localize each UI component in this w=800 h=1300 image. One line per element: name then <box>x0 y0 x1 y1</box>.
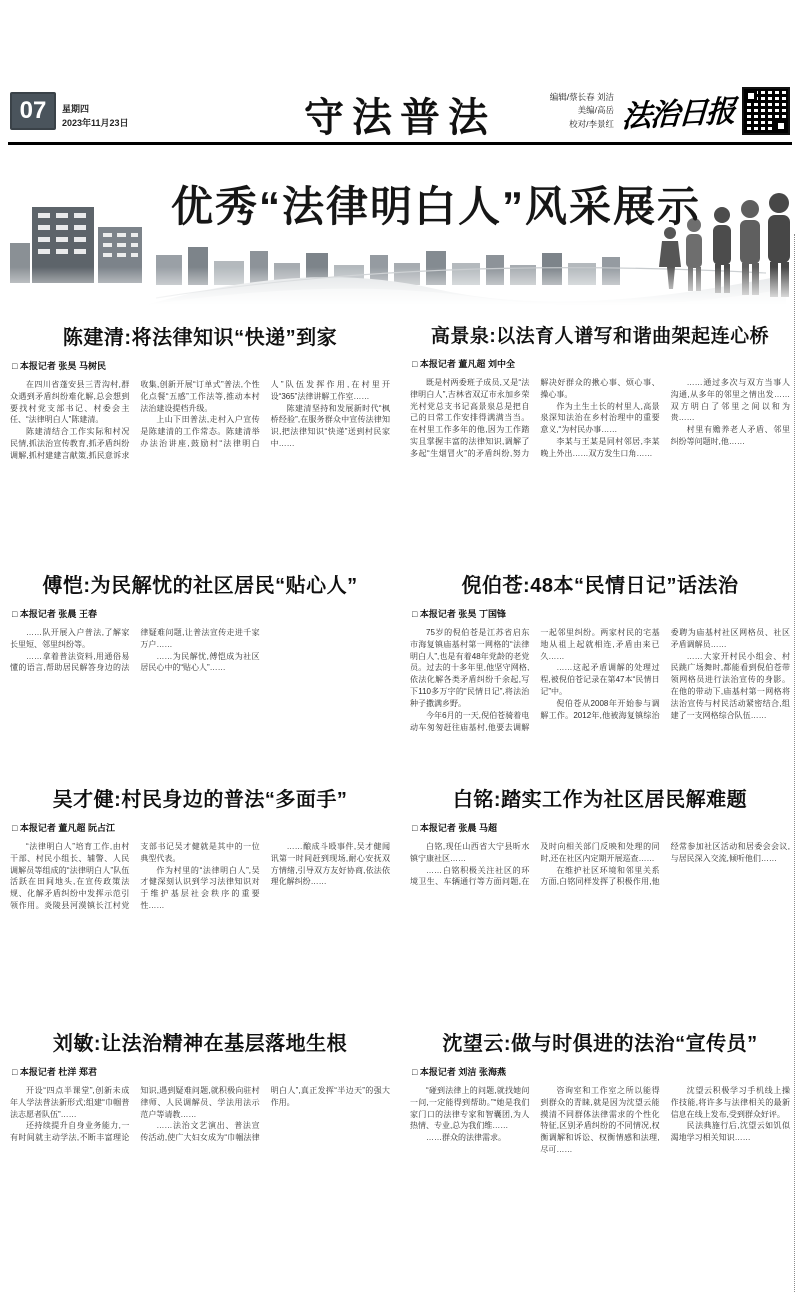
article-paragraph: 李某与王某是同村邻居,李某晚上外出……双方发生口角…… <box>540 437 660 458</box>
article-body <box>10 1085 390 1213</box>
article-byline: □ 本报记者 张昊 马树民 <box>12 361 106 371</box>
article-paragraph: ……通过多次与双方当事人沟通,从多年的邻里之情出发……双方明白了邻里之间以和为贵…… <box>670 378 790 423</box>
article-title: 刘敏:让法治精神在基层落地生根 <box>52 1033 348 1055</box>
article-paragraph: ……酿成斗殴事件,吴才健闻讯第一时间赶到现场,耐心安抚双方情绪,引导双方友好协商,依法依理化解纠纷…… <box>270 842 390 887</box>
page-header <box>10 84 790 138</box>
article-paragraph: 作为土生土长的村里人,高景泉深知法治在乡村治理中的重要意义,“为村民办事…… <box>540 401 660 435</box>
article-paragraph: ……为民解忧,傅恺成为社区居民心中的“贴心人”…… <box>140 651 260 673</box>
date: 2023年11月23日 <box>62 117 129 128</box>
banner-title: 优秀“法律明白人”风采展示 <box>170 183 702 230</box>
page-number: 07 <box>10 92 56 130</box>
article-paragraph: 倪伯苍从2008年开始参与调解工作。2012年,他被海复镇综治委聘为庙基村社区网格员、社区矛盾调解员…… <box>540 628 790 720</box>
article-paragraph: 作为村里的“法律明白人”,吴才健深刻认识到学习法律知识对于维护基层社会秩序的重要性…… <box>140 865 260 911</box>
article-byline: □ 本报记者 张晨 马超 <box>412 823 497 833</box>
articles-grid <box>0 307 800 1213</box>
article-paragraph: 陈建清坚持和发展新时代“枫桥经验”,在服务群众中宣传法律知识,把法律知识“快递”送到村民家中…… <box>270 403 390 449</box>
article-paragraph: 还持续提升自身业务能力,一有时间就主动学法,不断丰富理论知识,遇到疑难问题,就积极向驻村律师、人民调解员、学法用法示范户等请教…… <box>10 1086 260 1143</box>
article-paragraph: ……白铭积极关注社区的环境卫生、车辆通行等方面问题,在及时向相关部门反映和处理的同时,还在社区内定期开展巡查…… <box>410 842 660 887</box>
article-body <box>10 627 390 769</box>
article-paragraph: ……这起矛盾调解的处理过程,被倪伯苍记录在第47本“民情日记”中。 <box>540 663 660 697</box>
article-title: 陈建清:将法律知识“快递”到家 <box>62 327 338 349</box>
qr-code-icon <box>742 87 790 135</box>
article-paragraph: 在维护社区环境和邻里关系方面,白铭同样发挥了积极作用,他经常参加社区活动和居委会会议,与居民深入交流,倾听他们…… <box>540 842 790 887</box>
article-byline: □ 本报记者 刘洁 张海燕 <box>412 1067 506 1077</box>
article-paragraph: ……群众的法律需求。 <box>426 1133 506 1143</box>
article-paragraph: “碰到法律上的问题,就找她问一问,一定能得到帮助。”“她是我们家门口的法律专家和智囊团,为人热情、专业,总为我们维…… <box>410 1086 530 1131</box>
article-paragraph: 既是村两委班子成员,又是“法律明白人”,吉林省双辽市永加乡荣光村党总支书记高景泉总是把自己的日常工作安排得满满当当。在村里工作多年的他,因为工作踏实且掌握丰富的法律知识,调解了多起“生烟冒火”的矛盾纠纷,努力解决好群众的揪心事、烦心事、操心事。 <box>410 378 660 458</box>
article-paragraph: “法律明白人”培育工作,由村干部、村民小组长、辅警、人民调解员等组成的“法律明白人”队伍活跃在田间地头,在宣传政策法规、化解矛盾纠纷中发挥示范引领作用。炎陵县河漠镇长江村党支部书记吴才健就是其中的一位典型代表。 <box>10 842 260 911</box>
article-paragraph: 开设“四点半课堂”,创新未成年人学法普法新形式;组建“巾帼普法志愿者队伍”…… <box>10 1086 130 1119</box>
article-byline: □ 本报记者 董凡超 阮占江 <box>12 823 115 833</box>
credit-line: 校对/李景红 <box>569 118 614 129</box>
article <box>10 769 390 1013</box>
article-paragraph: 村里有赡养老人矛盾、邻里纠纷等问题时,他…… <box>670 425 790 447</box>
article-paragraph: ……拿着普法资料,用通俗易懂的语言,帮助居民解答身边的法律疑难问题,让普法宣传走进千家万户…… <box>10 628 260 673</box>
banner-illustration <box>6 155 794 305</box>
section-title: 守法普法 <box>304 96 496 140</box>
article-paragraph: 今年6月的一天,倪伯苍骑着电动车匆匆赶往庙基村,他要去调解一起邻里纠纷。两家村民的宅基地从祖上起就相连,矛盾由来已久…… <box>410 628 660 732</box>
article-body <box>410 841 790 1013</box>
article-paragraph: 沈望云积极学习手机线上操作技能,将许多与法律相关的最新信息在线上发布,受到群众好评。 <box>670 1086 790 1119</box>
article-byline: □ 本报记者 张晨 王春 <box>12 609 97 619</box>
article-body <box>410 627 790 769</box>
article-paragraph: ……法治文艺演出、普法宣传活动,使广大妇女成为“巾帼法律明白人”,真正发挥“半边天”的强大作用。 <box>140 1086 390 1143</box>
masthead-group <box>550 87 790 135</box>
article-title: 倪伯苍:48本“民情日记”话法治 <box>461 575 739 597</box>
article-byline: □ 本报记者 杜洋 郑君 <box>12 1067 97 1077</box>
article-body <box>10 841 390 1013</box>
newspaper-masthead: 法治日报 <box>621 95 735 135</box>
article-paragraph: ……大家开村民小组会、村民跳广场舞时,都能看到倪伯苍带领网格员进行法治宣传的身影。在他的带动下,庙基村第一网格将法治宣传与村民活动紧密结合,组建了一支网格综合队伍…… <box>670 651 790 720</box>
article <box>10 555 390 769</box>
editor-credits <box>550 91 614 131</box>
article <box>410 307 790 555</box>
article-paragraph: ……队开展入户普法,了解家长里短、邻里纠纷等。 <box>10 628 130 649</box>
article <box>410 555 790 769</box>
article-paragraph: 民法典施行后,沈望云如饥似渴地学习相关知识…… <box>670 1121 790 1143</box>
weekday: 星期四 <box>62 104 90 114</box>
article-paragraph: 白铭,现任山西省大宁县昕水镇宁康社区…… <box>410 842 530 863</box>
article-body <box>10 379 390 555</box>
page-edge-divider <box>794 234 795 1292</box>
article-paragraph: 陈建清结合工作实际和村况民情,抓法治宣传教育,抓矛盾纠纷调解,抓村建建言献策,抓民意诉求收集,创新开展“订单式”普法,个性化点餐“五感”工作法等,推动本村法治建设提档升级。 <box>10 380 260 460</box>
article-paragraph: 咨询室和工作室之所以能得到群众的青睐,就是因为沈望云能摸清不同群体法律需求的个性化特征,区别矛盾纠纷的不同情况,权衡调解和诉讼、权衡情感和法理,尽可…… <box>540 1086 660 1155</box>
article-title: 吴才健:村民身边的普法“多面手” <box>52 789 348 811</box>
article-title: 白铭:踏实工作为社区居民解难题 <box>452 789 748 811</box>
feature-banner <box>6 155 794 305</box>
credit-line: 美编/高岳 <box>577 105 614 116</box>
article <box>10 307 390 555</box>
article <box>10 1013 390 1213</box>
article-paragraph: 75岁的倪伯苍是江苏省启东市海复镇庙基村第一网格的“法律明白人”,也是有着48年党龄的老党员。过去的十多年里,他坚守网格,依法化解各类矛盾纠纷千余起,写下110多万字的“民情日记”,将法治种子撒满乡野。 <box>410 628 530 708</box>
article-body <box>410 1085 790 1213</box>
article-paragraph: 上山下田普法,走村入户宣传是陈建清的工作常态。陈建清举办法治讲座,鼓励村“法律明白人”队伍发挥作用,在村里开设“365”法律讲解工作室…… <box>140 380 390 449</box>
article-title: 高景泉:以法育人谱写和谐曲架起连心桥 <box>430 326 770 347</box>
article-byline: □ 本报记者 董凡超 刘中全 <box>412 359 515 369</box>
article-title: 傅恺:为民解忧的社区居民“贴心人” <box>42 575 358 597</box>
article-byline: □ 本报记者 张昊 丁国锋 <box>412 609 506 619</box>
credit-line: 编辑/蔡长春 刘洁 <box>549 92 614 103</box>
article-paragraph: 在四川省蓬安县三青沟村,群众遇到矛盾纠纷难化解,总会想到要找村党支部书记、村委会主任、“法律明白人”陈建清。 <box>10 380 130 425</box>
article <box>410 1013 790 1213</box>
article-body <box>410 377 790 555</box>
article-title: 沈望云:做与时俱进的法治“宣传员” <box>442 1033 758 1055</box>
article <box>410 769 790 1013</box>
